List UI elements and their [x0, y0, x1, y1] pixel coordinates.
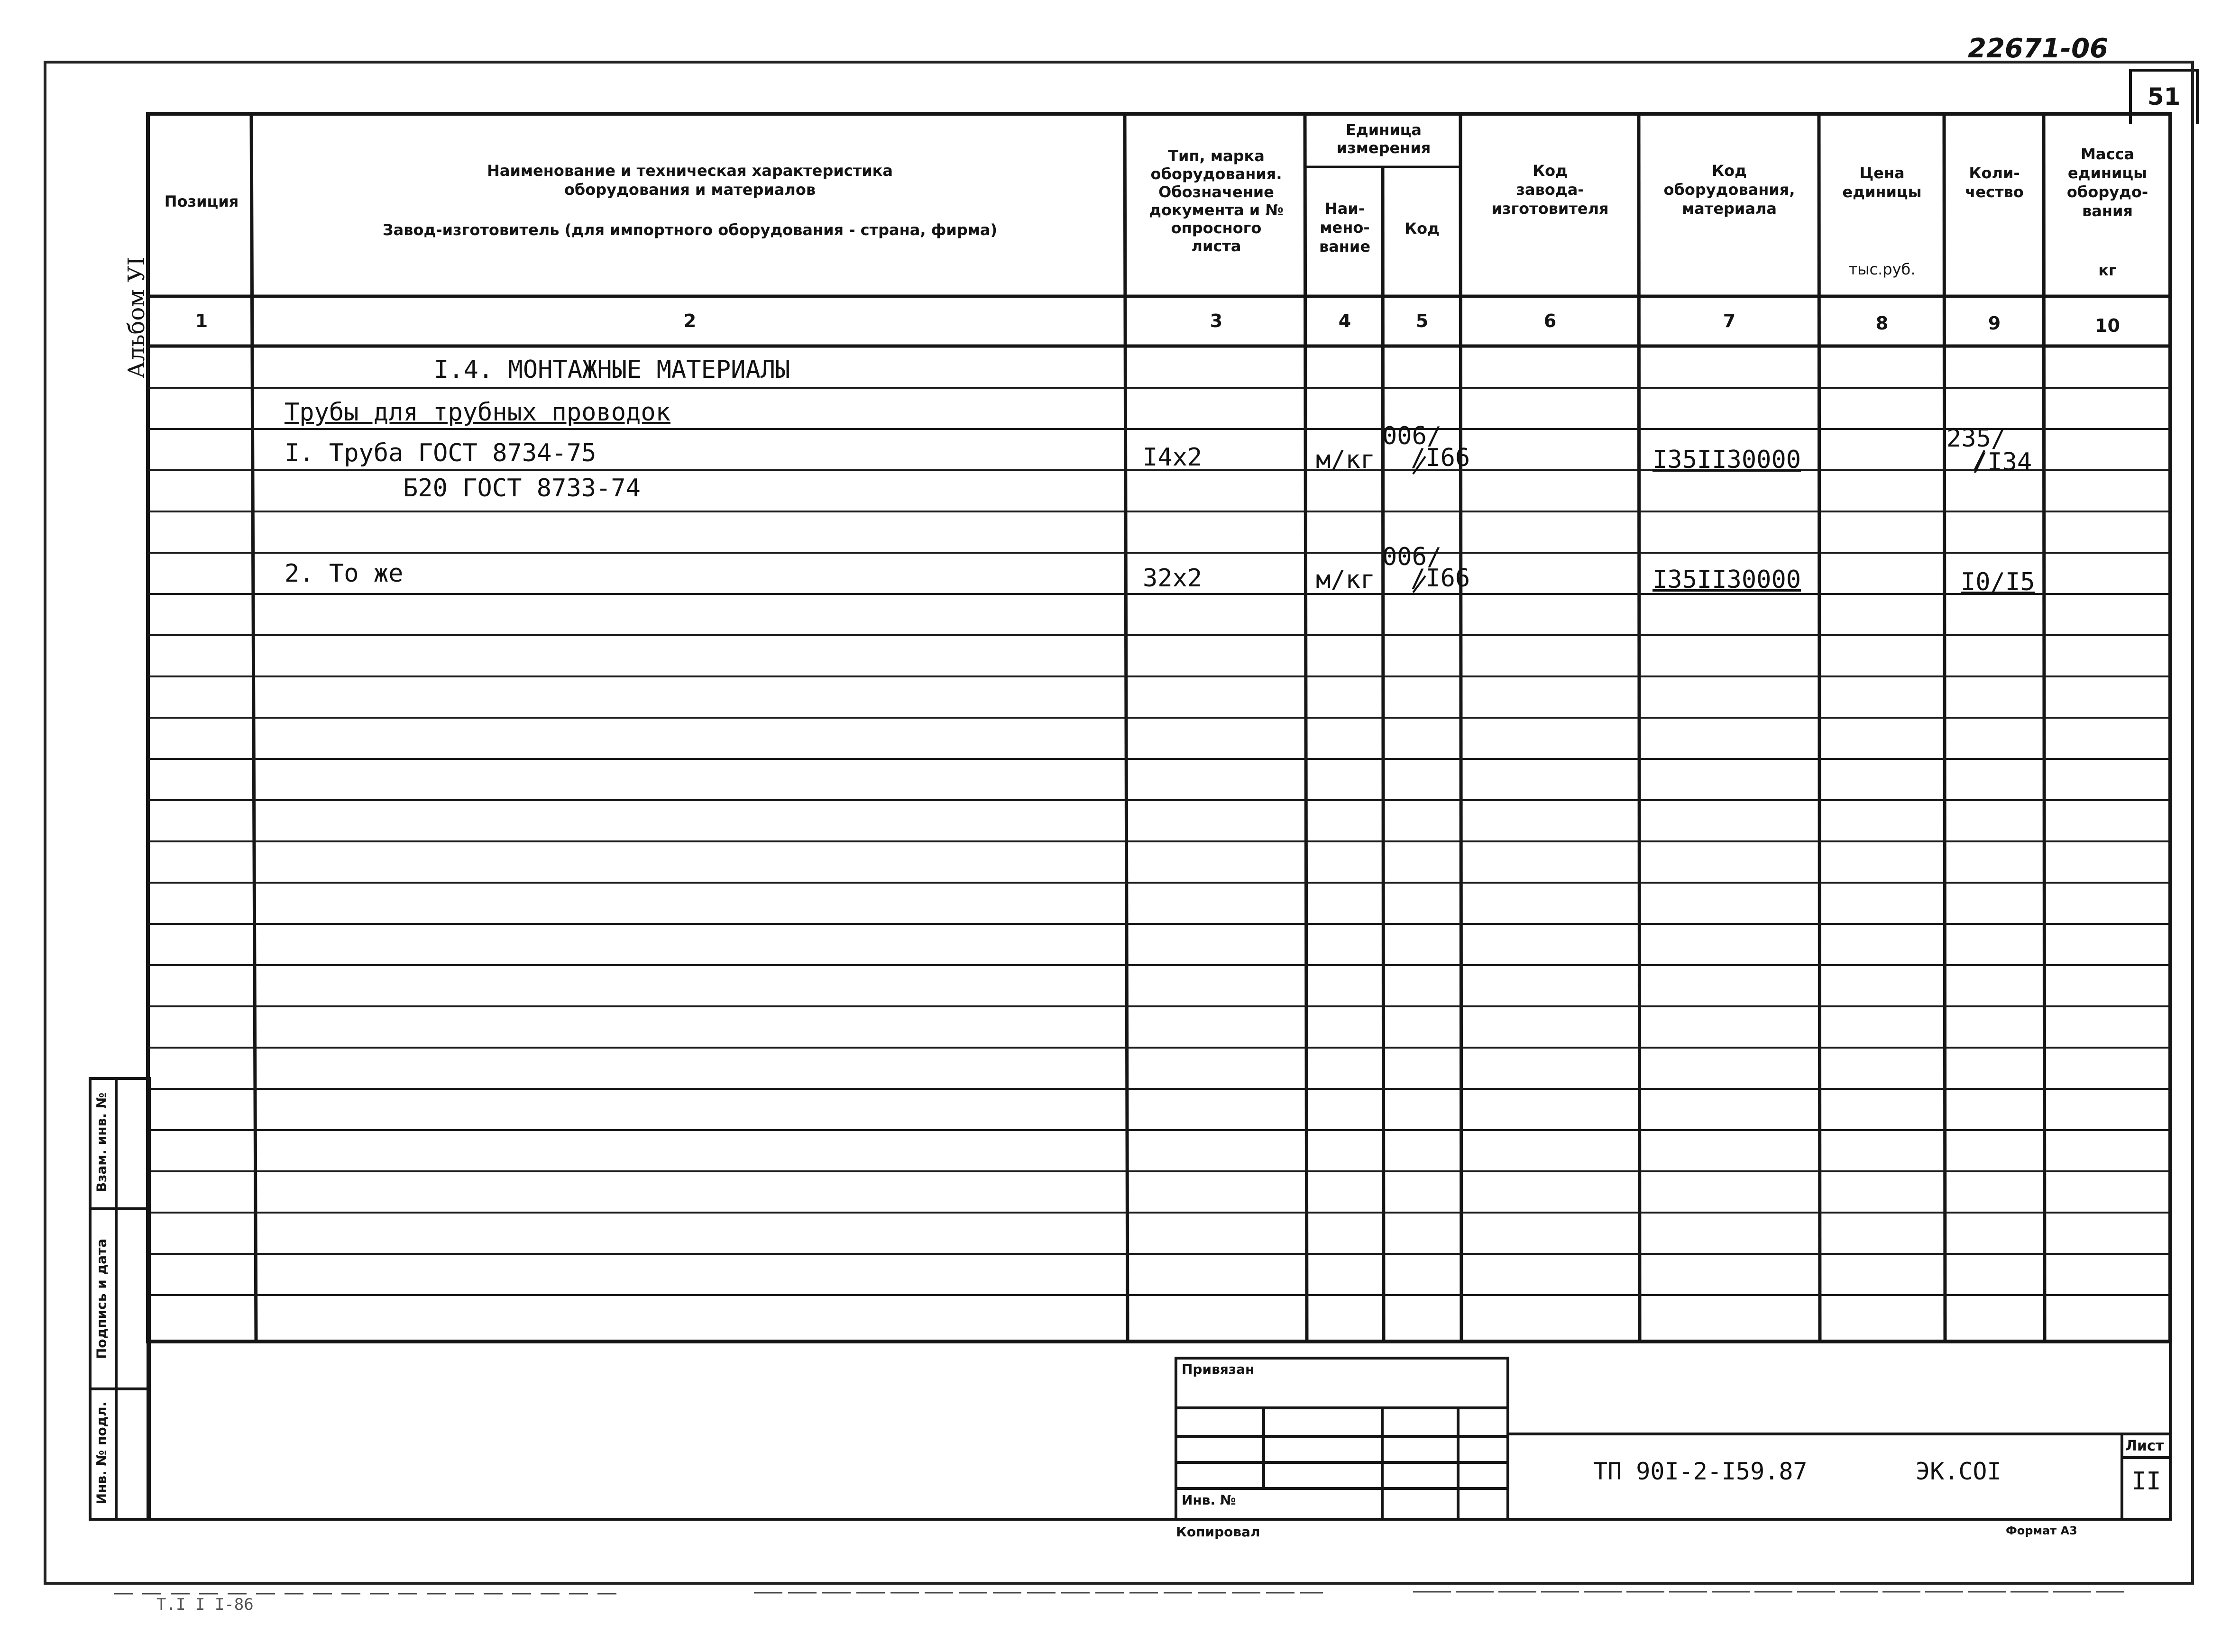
title-list-number: II: [2131, 1467, 2161, 1496]
column-number: 4: [1338, 310, 1351, 331]
header-unit-price-unit: тыс.руб.: [1848, 260, 1916, 278]
header-name-line2: Завод-изготовитель (для импортного оборудования - страна, фирма): [382, 221, 998, 239]
item2-material-code: I35II30000: [1652, 566, 1801, 594]
header-type: Тип, марка оборудования. Обозначение документа и № опросного листа: [1149, 147, 1284, 255]
column-number: 3: [1210, 310, 1223, 331]
sheet-number: 51: [2147, 83, 2181, 110]
footer-mark: Т.I I I-86: [156, 1595, 254, 1614]
item2-qty: I0/I5: [1961, 568, 2035, 596]
header-unit-code: Код: [1405, 219, 1440, 237]
header-name-line1: Наименование и техническая характеристика оборудования и материалов: [487, 162, 893, 199]
stamp-vzam-inv: Взам. инв. №: [93, 1092, 110, 1193]
document-code: 22671-06: [1968, 33, 2108, 64]
title-list-label: Лист: [2125, 1438, 2164, 1454]
column-number: 8: [1875, 313, 1889, 334]
column-number: 5: [1415, 310, 1429, 331]
item2-unit: м/кг: [1316, 566, 1376, 594]
header-position: Позиция: [164, 192, 239, 210]
title-project-code: ТП 90I-2-I59.87: [1593, 1458, 1808, 1485]
item1-name-line2: Б20 ГОСТ 8733-74: [403, 474, 641, 502]
item1-code-bottom: /I66: [1411, 444, 1470, 472]
column-number: 1: [195, 310, 208, 331]
album-label: Альбом УI: [123, 256, 150, 379]
header-unit-price: Цена единицы: [1842, 164, 1922, 201]
group-title: Трубы для трубных проводок: [285, 398, 670, 427]
item1-material-code: I35II30000: [1652, 446, 1801, 474]
column-number: 6: [1543, 310, 1557, 331]
item2-type: 32x2: [1143, 564, 1203, 593]
header-mass: Масса единицы оборудо- вания: [2066, 145, 2148, 220]
title-kopiroval: Копировал: [1176, 1524, 1260, 1540]
header-unit-name: Наи- мено- вание: [1319, 200, 1371, 256]
title-format: Формат А3: [2006, 1524, 2077, 1537]
item1-type: I4x2: [1143, 443, 1203, 472]
header-material-code: Код оборудования, материала: [1663, 162, 1795, 218]
header-mass-unit: кг: [2098, 261, 2117, 279]
item2-name: 2. То же: [285, 559, 404, 588]
stamp-inv-podl: Инв. № подл.: [93, 1401, 110, 1505]
title-sheet-code: ЭК.СОI: [1916, 1458, 2001, 1485]
column-number: 2: [683, 310, 697, 331]
item1-name: I. Труба ГОСТ 8734-75: [285, 439, 597, 467]
item1-qty-bottom: /I34: [1973, 448, 2032, 476]
item2-code-bottom: /I66: [1411, 564, 1470, 593]
item2-code-top: 006/: [1382, 543, 1442, 571]
item1-unit: м/кг: [1316, 446, 1376, 474]
column-number: 10: [2095, 315, 2120, 336]
title-privyazan: Привязан: [1182, 1361, 1255, 1377]
title-inv-no: Инв. №: [1182, 1492, 1236, 1508]
section-title: I.4. МОНТАЖНЫЕ МАТЕРИАЛЫ: [434, 356, 790, 384]
column-number: 9: [1988, 313, 2001, 334]
header-factory-code: Код завода- изготовителя: [1491, 162, 1609, 218]
header-quantity: Коли- чество: [1965, 164, 2024, 201]
stamp-signature-date: Подпись и дата: [93, 1238, 110, 1360]
column-number: 7: [1723, 310, 1736, 331]
item1-qty-top: 235/: [1946, 424, 2006, 453]
item1-code-top: 006/: [1382, 422, 1442, 450]
header-unit-group: Единица измерения: [1336, 121, 1431, 157]
